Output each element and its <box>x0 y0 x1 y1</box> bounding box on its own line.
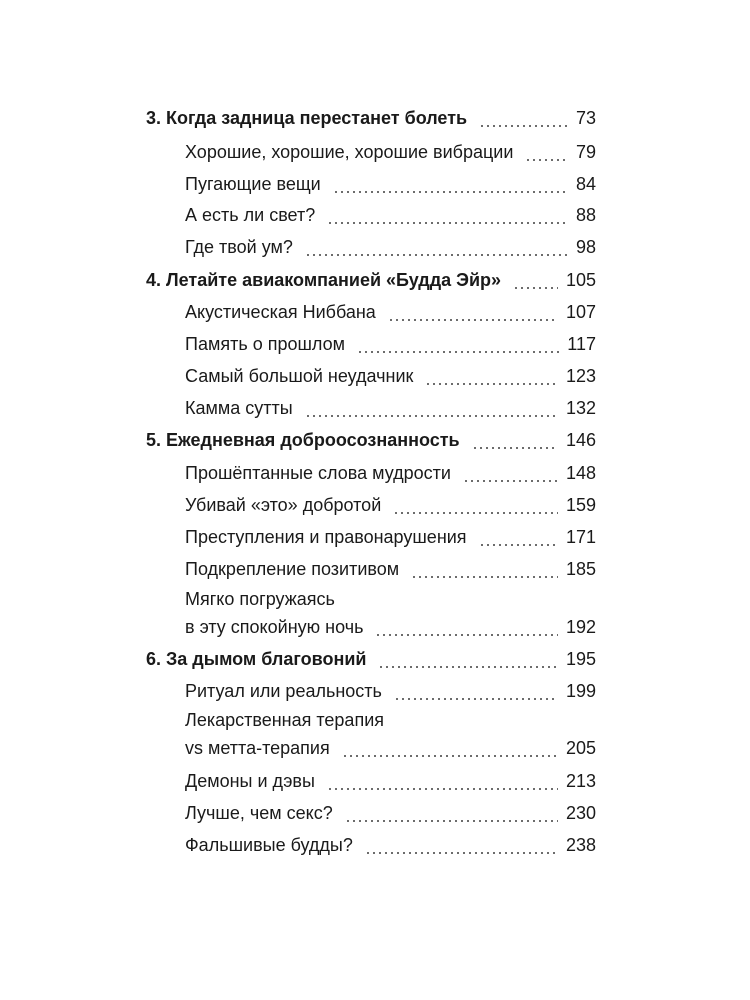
toc-page-number: 199 <box>565 681 596 701</box>
toc-page-number: 185 <box>565 559 596 579</box>
toc-section <box>185 802 596 824</box>
toc-page-number: 213 <box>565 771 596 791</box>
dot-leader <box>388 317 558 323</box>
toc-title: 3. Когда задница перестанет болеть <box>146 108 468 128</box>
toc-title: Прошёптанные слова мудрости <box>185 463 451 483</box>
toc-section <box>185 462 596 484</box>
toc-title: Акустическая Ниббана <box>185 302 376 322</box>
dot-leader <box>411 574 558 580</box>
dot-leader <box>513 285 558 291</box>
toc-page-number: 98 <box>575 237 596 257</box>
toc-title: Самый большой неудачник <box>185 366 414 386</box>
dot-leader <box>378 664 558 670</box>
dot-leader <box>375 632 558 638</box>
toc-title: А есть ли свет? <box>185 205 316 225</box>
toc-title: Хорошие, хорошие, хорошие вибрации <box>185 142 514 162</box>
toc-page-number: 132 <box>565 398 596 418</box>
toc-page-number: 238 <box>565 835 596 855</box>
toc-page-number: 146 <box>565 430 596 450</box>
dot-leader <box>525 157 568 163</box>
toc-page-number: 73 <box>575 108 596 128</box>
toc-page-number: 159 <box>565 495 596 515</box>
toc-title: 5. Ежедневная доброосознанность <box>146 430 460 450</box>
toc-page-number: 148 <box>565 463 596 483</box>
dot-leader <box>345 818 558 824</box>
dot-leader <box>365 850 558 856</box>
dot-leader <box>333 189 568 195</box>
dot-leader <box>393 510 558 516</box>
toc-page-number: 123 <box>565 366 596 386</box>
toc-section <box>185 834 596 856</box>
toc-section <box>185 204 596 226</box>
toc-section <box>185 173 596 195</box>
toc-page-number: 107 <box>565 302 596 322</box>
toc-title: Ритуал или реальность <box>185 681 382 701</box>
toc-chapter <box>146 648 596 670</box>
toc-title-line1: Мягко погружаясь <box>185 589 335 609</box>
toc-title: Демоны и дэвы <box>185 771 315 791</box>
dot-leader <box>479 542 558 548</box>
toc-section <box>185 680 596 702</box>
toc-title: в эту спокойную ночь <box>185 617 364 637</box>
dot-leader <box>305 413 558 419</box>
toc-title: Убивай «это» добротой <box>185 495 382 515</box>
toc-section <box>185 141 596 163</box>
toc-chapter <box>146 269 596 291</box>
toc-page-number: 195 <box>565 649 596 669</box>
toc-page-number: 192 <box>565 617 596 637</box>
toc-section <box>185 558 596 580</box>
toc-page-number: 171 <box>565 527 596 547</box>
toc-page-number: 230 <box>565 803 596 823</box>
toc-page-number: 79 <box>575 142 596 162</box>
toc-page-number: 117 <box>567 334 596 354</box>
toc-section <box>185 588 596 638</box>
toc-section <box>185 236 596 258</box>
dot-leader <box>327 786 558 792</box>
toc-title: Память о прошлом <box>185 334 346 354</box>
toc-title: Где твой ум? <box>185 237 293 257</box>
toc-chapter <box>146 107 596 129</box>
toc-page-number: 205 <box>565 738 596 758</box>
toc-title-line1: Лекарственная терапия <box>185 710 384 730</box>
toc-title: Пугающие вещи <box>185 174 321 194</box>
toc-title: Преступления и правонарушения <box>185 527 467 547</box>
toc-page-number: 105 <box>565 270 596 290</box>
dot-leader <box>327 220 568 226</box>
toc-section <box>185 365 596 387</box>
toc-chapter <box>146 429 596 451</box>
toc-section <box>185 333 596 355</box>
toc-title: vs метта-терапия <box>185 738 330 758</box>
toc-title: Лучше, чем секс? <box>185 803 333 823</box>
toc-title: Фальшивые будды? <box>185 835 353 855</box>
toc-title: Подкрепление позитивом <box>185 559 400 579</box>
dot-leader <box>479 123 568 129</box>
toc-section <box>185 709 596 759</box>
toc-section <box>185 494 596 516</box>
dot-leader <box>305 252 568 258</box>
dot-leader <box>342 753 558 759</box>
toc-title: 4. Летайте авиакомпанией «Будда Эйр» <box>146 270 502 290</box>
toc-page-number: 84 <box>575 174 596 194</box>
dot-leader <box>463 478 558 484</box>
toc-section <box>185 397 596 419</box>
toc-title: Камма сутты <box>185 398 293 418</box>
toc-section <box>185 526 596 548</box>
toc-section <box>185 301 596 323</box>
dot-leader <box>425 381 558 387</box>
dot-leader <box>357 349 559 355</box>
toc-page-number: 88 <box>575 205 596 225</box>
toc-section <box>185 770 596 792</box>
toc-title: 6. За дымом благовоний <box>146 649 367 669</box>
dot-leader <box>394 696 558 702</box>
dot-leader <box>472 445 558 451</box>
